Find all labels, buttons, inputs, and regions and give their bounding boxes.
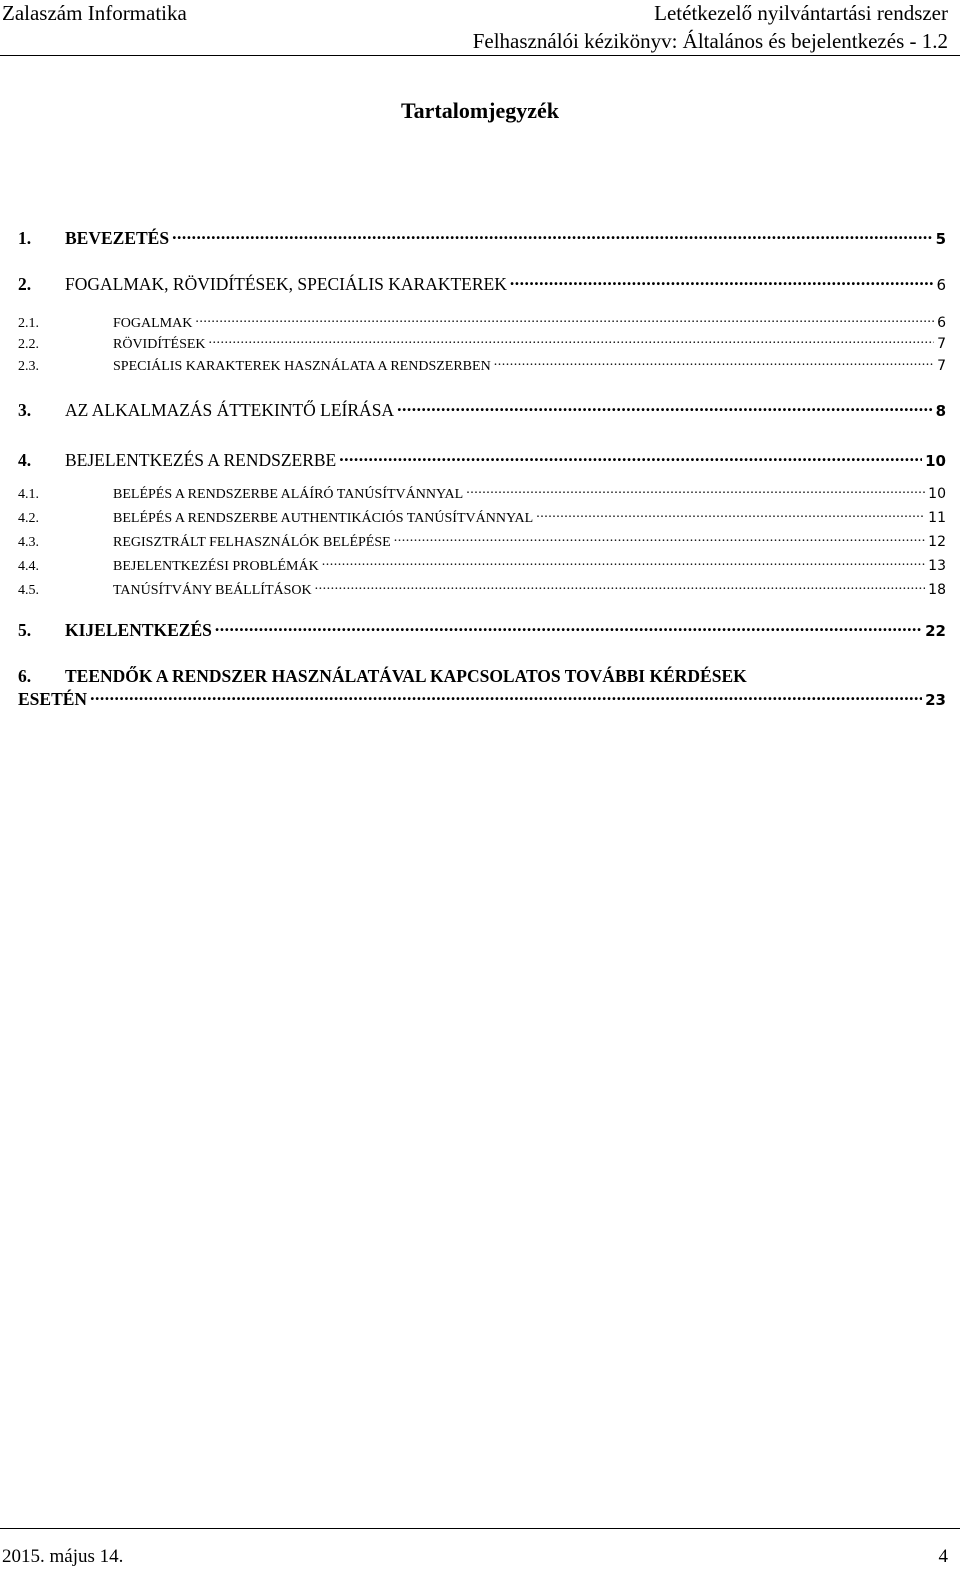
toc-entry-number: 4.3. xyxy=(18,535,39,550)
toc-leader-dots xyxy=(494,356,934,370)
toc-entry-number: 2. xyxy=(18,273,32,294)
toc-entry-number: 2.3. xyxy=(18,359,39,374)
toc-entry-text: FOGALMAK, RÖVIDÍTÉSEK, SPECIÁLIS KARAKTEREK xyxy=(65,273,507,294)
toc-leader-dots xyxy=(466,484,925,498)
footer-page-number: 4 xyxy=(938,1546,948,1567)
page-header xyxy=(0,0,960,56)
toc-entry-number: 4. xyxy=(18,449,32,470)
toc-entry-page: 5 xyxy=(935,229,946,248)
toc-entry-text: FOGALMAK xyxy=(113,316,193,331)
toc-entry[interactable] xyxy=(18,226,946,249)
toc-entry-page: 22 xyxy=(925,621,946,640)
toc-entry[interactable] xyxy=(18,484,946,503)
toc-leader-dots xyxy=(397,398,932,416)
toc-entry[interactable] xyxy=(18,398,946,421)
toc-entry-line2 xyxy=(18,687,946,710)
toc-entry-text-continued: ESETÉN xyxy=(18,688,88,709)
toc-entry-line1 xyxy=(18,666,946,687)
toc-entry-page: 7 xyxy=(937,336,946,352)
toc-entry-number: 1. xyxy=(18,227,32,248)
toc-entry[interactable] xyxy=(18,508,946,527)
toc-leader-dots xyxy=(322,556,925,570)
toc-title: Tartalomjegyzék xyxy=(400,98,560,123)
toc-leader-dots xyxy=(209,334,935,348)
toc-entry[interactable] xyxy=(18,272,946,295)
toc-entry-page: 10 xyxy=(928,486,946,502)
toc-entry[interactable] xyxy=(18,448,946,471)
toc-entry-text: KIJELENTKEZÉS xyxy=(65,619,212,640)
toc-entry[interactable] xyxy=(18,580,946,599)
toc-entry-text: TANÚSÍTVÁNY BEÁLLÍTÁSOK xyxy=(113,583,312,598)
toc-entry-number: 2.2. xyxy=(18,337,39,352)
toc-entry[interactable] xyxy=(18,556,946,575)
toc-leader-dots xyxy=(510,272,934,290)
toc-leader-dots xyxy=(394,532,925,546)
toc-entry-text: BEVEZETÉS xyxy=(65,227,170,248)
toc-entry-text: BELÉPÉS A RENDSZERBE AUTHENTIKÁCIÓS TANÚSÍTVÁNNYAL xyxy=(113,511,534,526)
toc-entry-text: BELÉPÉS A RENDSZERBE ALÁÍRÓ TANÚSÍTVÁNNYAL xyxy=(113,487,464,502)
page-footer xyxy=(0,1528,960,1584)
toc-leader-dots xyxy=(90,687,922,705)
header-company: Zalaszám Informatika xyxy=(2,1,187,25)
header-system-name: Letétkezelő nyilvántartási rendszer xyxy=(654,1,948,25)
toc-leader-dots xyxy=(315,580,926,594)
toc-entry-number: 5. xyxy=(18,619,32,640)
toc-entry-number: 4.4. xyxy=(18,559,39,574)
footer-rule xyxy=(0,1528,960,1529)
toc-entry-number: 4.2. xyxy=(18,511,39,526)
toc-entry[interactable] xyxy=(18,532,946,551)
toc-leader-dots xyxy=(172,226,932,244)
footer-date: 2015. május 14. xyxy=(2,1546,124,1567)
header-manual-title: Felhasználói kézikönyv: Általános és bejelentkezés - 1.2 xyxy=(472,29,948,53)
toc-entry-page: 13 xyxy=(928,558,946,574)
toc-entry[interactable] xyxy=(18,334,946,353)
toc-entry-number: 4.1. xyxy=(18,487,39,502)
toc-entry-page: 23 xyxy=(925,690,946,709)
toc-entry-page: 18 xyxy=(928,582,946,598)
toc-entry-number: 2.1. xyxy=(18,316,39,331)
toc-entry-page: 7 xyxy=(937,358,946,374)
toc-entry-text: RÖVIDÍTÉSEK xyxy=(113,337,206,352)
header-rule xyxy=(0,55,960,56)
toc-entry-text: AZ ALKALMAZÁS ÁTTEKINTŐ LEÍRÁSA xyxy=(65,399,395,420)
toc-entry-text: TEENDŐK A RENDSZER HASZNÁLATÁVAL KAPCSOLATOS TOVÁBBI KÉRDÉSEK xyxy=(65,666,747,686)
toc-entry-number: 6. xyxy=(18,666,32,686)
toc-entry[interactable] xyxy=(18,313,946,332)
toc-entry-number: 3. xyxy=(18,399,32,420)
toc-entry-page: 11 xyxy=(928,510,946,526)
toc-entry-number: 4.5. xyxy=(18,583,39,598)
toc-entry-page: 6 xyxy=(937,315,946,331)
toc-entry-text: BEJELENTKEZÉSI PROBLÉMÁK xyxy=(113,559,319,574)
toc-entry-page: 12 xyxy=(928,534,946,550)
toc-entry-text: REGISZTRÁLT FELHASZNÁLÓK BELÉPÉSE xyxy=(113,535,391,550)
toc-entry-text: BEJELENTKEZÉS A RENDSZERBE xyxy=(65,449,337,470)
toc-leader-dots xyxy=(195,313,934,327)
toc-entry-multiline[interactable] xyxy=(18,666,946,710)
toc-leader-dots xyxy=(536,508,925,522)
toc-leader-dots xyxy=(215,618,922,636)
toc-entry[interactable] xyxy=(18,356,946,375)
toc-leader-dots xyxy=(339,448,922,466)
toc-entry-page: 8 xyxy=(935,401,946,420)
toc-entry-page: 10 xyxy=(925,451,946,470)
toc-entry[interactable] xyxy=(18,618,946,641)
toc-entry-text: SPECIÁLIS KARAKTEREK HASZNÁLATA A RENDSZERBEN xyxy=(113,359,491,374)
toc-entry-page: 6 xyxy=(936,275,946,294)
